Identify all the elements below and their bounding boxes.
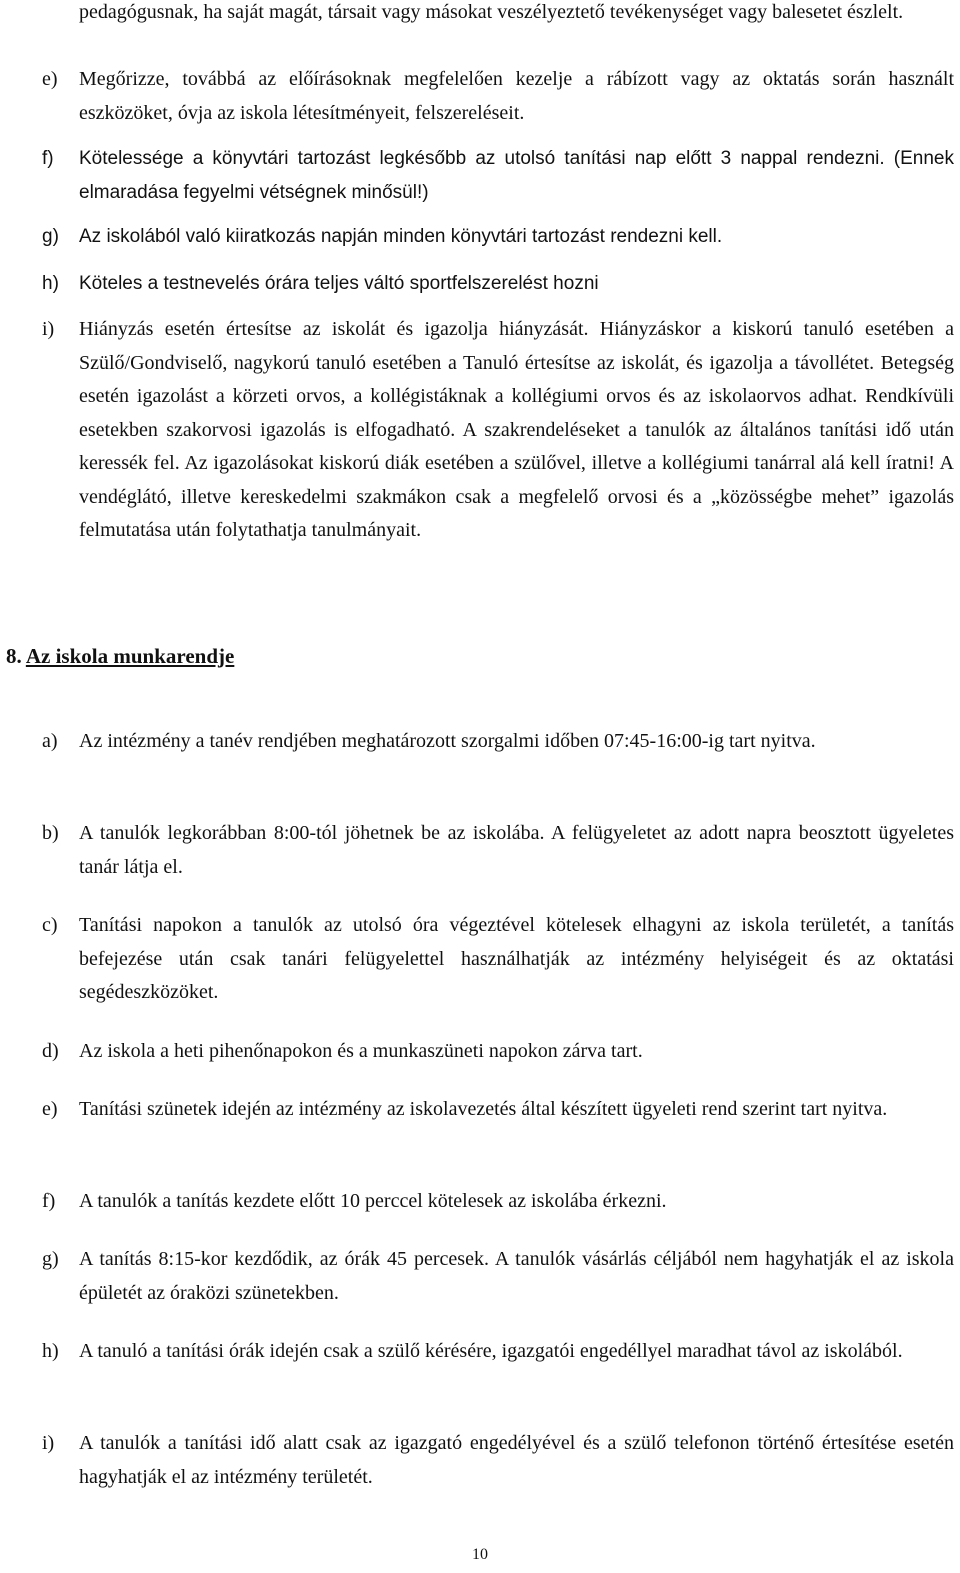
list-label: h) bbox=[42, 1340, 59, 1362]
section-heading bbox=[6, 641, 234, 671]
list-label: h) bbox=[42, 273, 59, 294]
rule-item-g bbox=[42, 220, 954, 254]
workorder-item-f bbox=[42, 1185, 954, 1219]
workorder-item-h bbox=[42, 1335, 954, 1369]
rule-item-e bbox=[42, 63, 954, 130]
list-text: Az iskola a heti pihenőnapokon és a munkaszüneti napokon zárva tart. bbox=[79, 1040, 643, 1062]
list-text: Az intézmény a tanév rendjében meghatározott szorgalmi időben 07:45-16:00-ig tart nyitva. bbox=[79, 730, 816, 752]
list-text: A tanítás 8:15-kor kezdődik, az órák 45 percesek. A tanulók vásárlás céljából nem hagyhatják el az iskola épületét az óraközi szünetekben. bbox=[79, 1248, 954, 1304]
list-label: f) bbox=[42, 148, 54, 169]
continuation-paragraph: pedagógusnak, ha saját magát, társait vagy másokat veszélyeztető tevékenységet vagy balesetet észlelt. bbox=[79, 1, 904, 23]
list-label: i) bbox=[42, 1432, 55, 1454]
list-text: A tanulók a tanítási idő alatt csak az igazgató engedélyével és a szülő telefonon történő értesítése esetén hagyhatják el az intézmény területét. bbox=[79, 1432, 954, 1488]
page-number: 10 bbox=[472, 1546, 488, 1563]
workorder-item-g bbox=[42, 1243, 954, 1310]
list-text: Megőrizze, továbbá az előírásoknak megfelelően kezelje a rábízott vagy az oktatás során használt eszközöket, óvja az iskola létesítményeit, felszereléseit. bbox=[79, 68, 954, 124]
workorder-item-b bbox=[42, 817, 954, 884]
workorder-item-a bbox=[42, 725, 954, 759]
list-text: Tanítási napokon a tanulók az utolsó óra végeztével kötelesek elhagyni az iskola területét, a tanítás befejezése után csak tanári felügyelettel használhatják az intézmény helyiségeit és az oktatási segédeszközöket. bbox=[79, 914, 954, 1003]
list-text: Az iskolából való kiiratkozás napján minden könyvtári tartozást rendezni kell. bbox=[79, 226, 723, 247]
list-label: g) bbox=[42, 226, 59, 247]
section-number: 8. bbox=[6, 644, 22, 668]
list-text: Hiányzás esetén értesítse az iskolát és igazolja hiányzását. Hiányzáskor a kiskorú tanuló esetében a Szülő/Gondviselő, nagykorú tanuló esetében a Tanuló értesítse az iskolát, és igazolja a távollétet. Betegség esetén igazolást a körzeti orvos, a kollégistáknak a kollégiumi orvos és az iskolaorvos adhat. Rendkívüli esetekben szakorvosi igazolás is elfogadható. A szakrendeléseket a tanulók az általános tanítási idő után keressék fel. Az igazolásokat kiskorú diák esetében a szülővel, illetve a kollégiumi tanárral alá kell íratni! A vendéglátó, illetve kereskedelmi szakmákon csak a megfelelő orvosi és a „közösségbe mehet” igazolás felmutatása után folytathatja tanulmányait. bbox=[79, 318, 954, 541]
list-text: A tanulók a tanítás kezdete előtt 10 perccel kötelesek az iskolába érkezni. bbox=[79, 1190, 667, 1212]
list-label: d) bbox=[42, 1040, 59, 1062]
list-label: i) bbox=[42, 318, 55, 340]
rule-item-f bbox=[42, 142, 954, 209]
workorder-item-e bbox=[42, 1093, 954, 1127]
workorder-item-d bbox=[42, 1035, 954, 1069]
section-title: Az iskola munkarendje bbox=[25, 644, 235, 668]
list-label: f) bbox=[42, 1190, 56, 1212]
list-text: Tanítási szünetek idején az intézmény az iskolavezetés által készített ügyeleti rend szerint tart nyitva. bbox=[79, 1098, 888, 1120]
list-label: e) bbox=[42, 1098, 58, 1120]
list-text: A tanulók legkorábban 8:00-tól jöhetnek be az iskolába. A felügyeletet az adott napra beosztott ügyeletes tanár látja el. bbox=[79, 822, 954, 878]
list-label: e) bbox=[42, 68, 58, 90]
rule-item-i bbox=[42, 313, 954, 548]
list-text: A tanuló a tanítási órák idején csak a szülő kérésére, igazgatói engedéllyel maradhat távol az iskolából. bbox=[79, 1340, 903, 1362]
list-label: b) bbox=[42, 822, 59, 844]
list-text: Kötelessége a könyvtári tartozást legkésőbb az utolsó tanítási nap előtt 3 nappal rendezni. (Ennek elmaradása fegyelmi vétségnek minősül!) bbox=[79, 148, 954, 203]
list-label: g) bbox=[42, 1248, 59, 1270]
workorder-item-i bbox=[42, 1427, 954, 1494]
list-text: Köteles a testnevelés órára teljes váltó sportfelszerelést hozni bbox=[79, 273, 599, 294]
list-label: c) bbox=[42, 914, 58, 936]
list-label: a) bbox=[42, 730, 58, 752]
rule-item-h bbox=[42, 267, 954, 301]
workorder-item-c bbox=[42, 909, 954, 1010]
